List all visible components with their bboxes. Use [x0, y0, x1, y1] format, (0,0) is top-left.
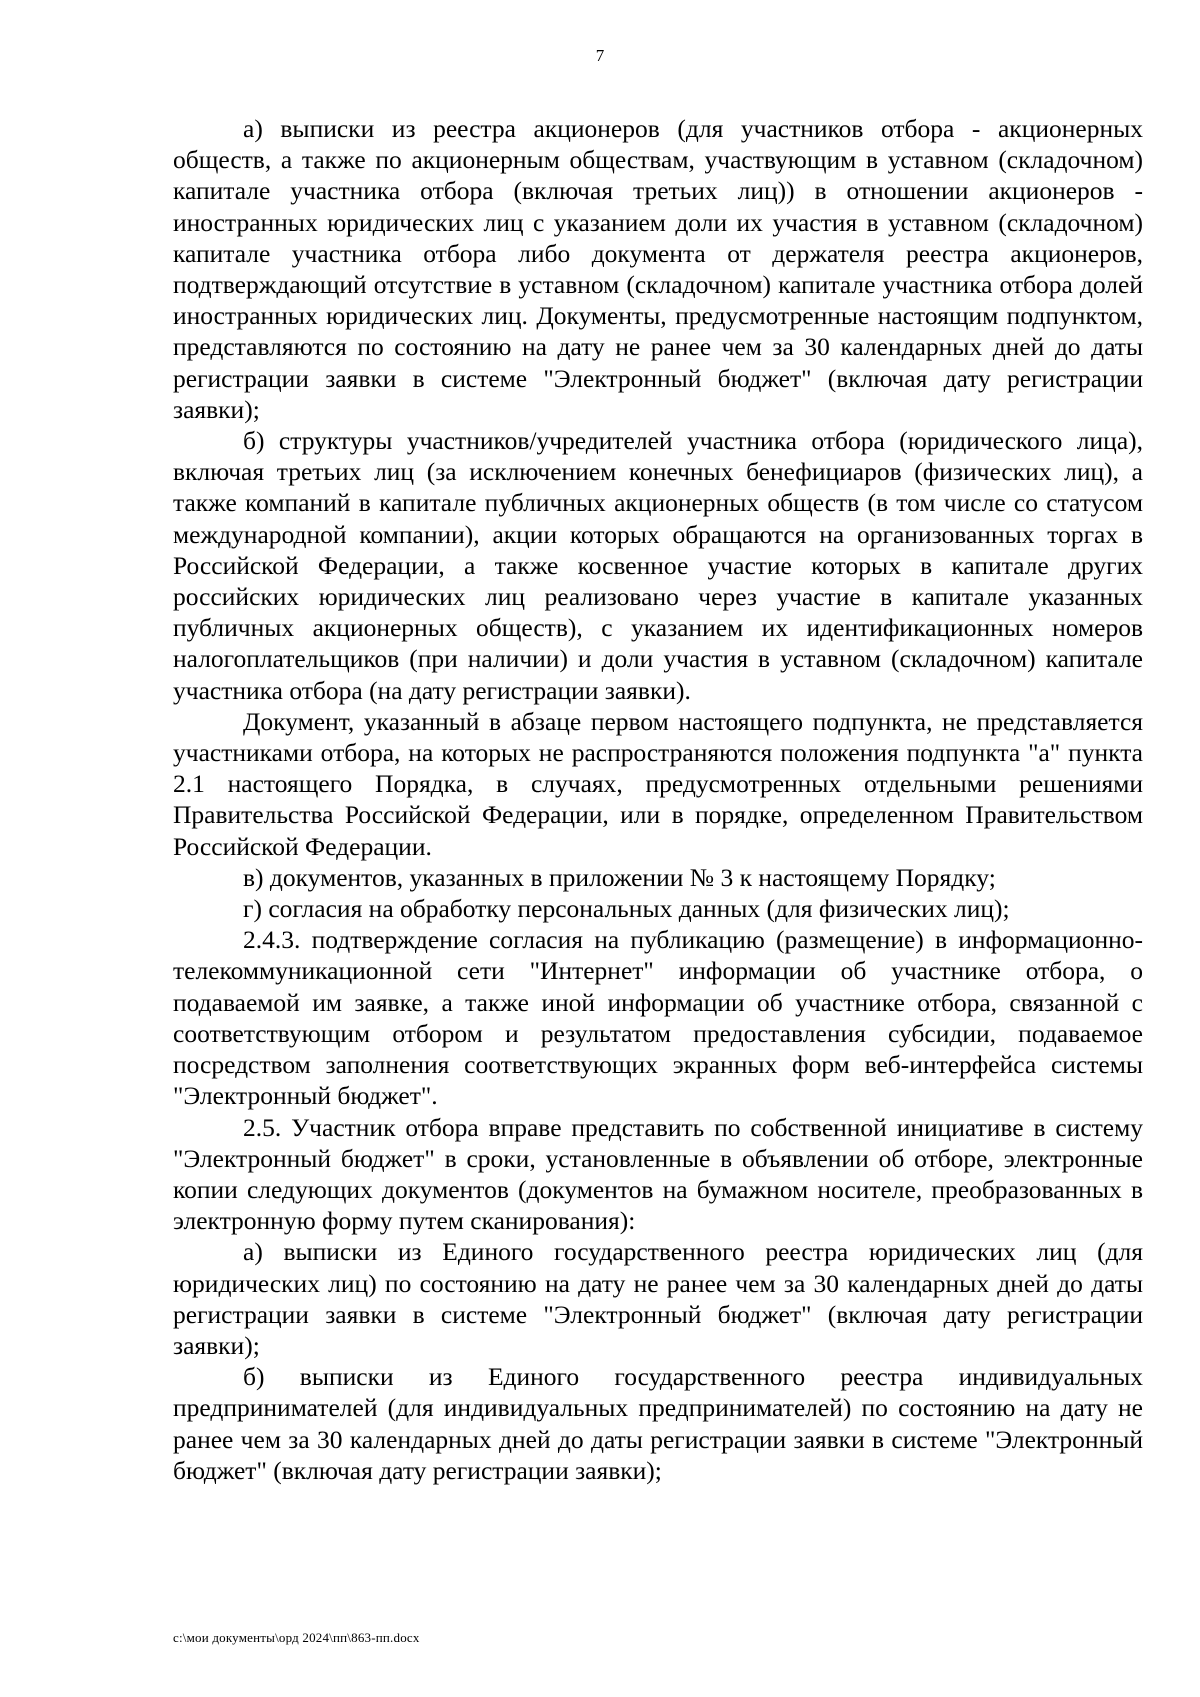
- paragraph-own-initiative: 2.5. Участник отбора вправе представить по собственной инициативе в систему "Электронный бюджет" в сроки, установленные в объявлении об отборе, электронные копии следующих документов (документов на бумажном носителе, преобразованных в электронную форму путем сканирования):: [173, 1112, 1143, 1236]
- paragraph-participant-structure: б) структуры участников/учредителей участника отбора (юридического лица), включая третьих лиц (за исключением конечных бенефициаров (физических лиц), а также компаний в капитале публичных акционерных обществ (в том числе со статусом международной компании), акции которых обращаются на организованных торгах в Российской Федерации, а также косвенное участие которых в капитале других российских юридических лиц реализовано через участие в капитале указанных публичных акционерных обществ), с указанием их идентификационных номеров налогоплательщиков (при наличии) и доли участия в уставном (складочном) капитале участника отбора (на дату регистрации заявки).: [173, 426, 1143, 705]
- paragraph-egrip-extract: б) выписки из Единого государственного реестра индивидуальных предпринимателей (для индивидуальных предпринимателей) по состоянию на дату не ранее чем за 30 календарных дней до даты регистрации заявки в системе "Электронный бюджет" (включая дату регистрации заявки);: [173, 1362, 1143, 1485]
- paragraph-publication-consent: 2.4.3. подтверждение согласия на публикацию (размещение) в информационно-телекоммуникационной сети "Интернет" информации об участнике отбора, о подаваемой им заявке, а также иной информации об участнике отбора, связанной с соответствующим отбором и результатом предоставления субсидии, подаваемое посредством заполнения соответствующих экранных форм веб-интерфейса системы "Электронный бюджет".: [173, 925, 1143, 1111]
- document-body: [173, 113, 1143, 1486]
- paragraph-personal-data-consent: г) согласия на обработку персональных данных (для физических лиц);: [243, 894, 1010, 924]
- page-number: 7: [595, 46, 605, 65]
- paragraph-egrul-extract: а) выписки из Единого государственного реестра юридических лиц (для юридических лиц) по состоянию на дату не ранее чем за 30 календарных дней до даты регистрации заявки в системе "Электронный бюджет" (включая дату регистрации заявки);: [173, 1237, 1143, 1360]
- footer-file-path: c:\мои документы\орд 2024\пп\863-пп.docx: [173, 1630, 420, 1645]
- paragraph-document-exception: Документ, указанный в абзаце первом настоящего подпункта, не представляется участниками отбора, на которых не распространяются положения подпункта "а" пункта 2.1 настоящего Порядка, в случаях, предусмотренных отдельными решениями Правительства Российской Федерации, или в порядке, определенном Правительством Российской Федерации.: [173, 706, 1143, 861]
- paragraph-extract-shareholders: а) выписки из реестра акционеров (для участников отбора - акционерных обществ, а также по акционерным обществам, участвующим в уставном (складочном) капитале участника отбора (включая третьих лиц)) в отношении акционеров - иностранных юридических лиц с указанием доли их участия в уставном (складочном) капитале участника отбора либо документа от держателя реестра акционеров, подтверждающий отсутствие в уставном (складочном) капитале участника отбора долей иностранных юридических лиц. Документы, предусмотренные настоящим подпунктом, представляются по состоянию на дату не ранее чем за 30 календарных дней до даты регистрации заявки в системе "Электронный бюджет" (включая дату регистрации заявки);: [173, 114, 1143, 424]
- paragraph-appendix-documents: в) документов, указанных в приложении № 3 к настоящему Порядку;: [243, 862, 996, 892]
